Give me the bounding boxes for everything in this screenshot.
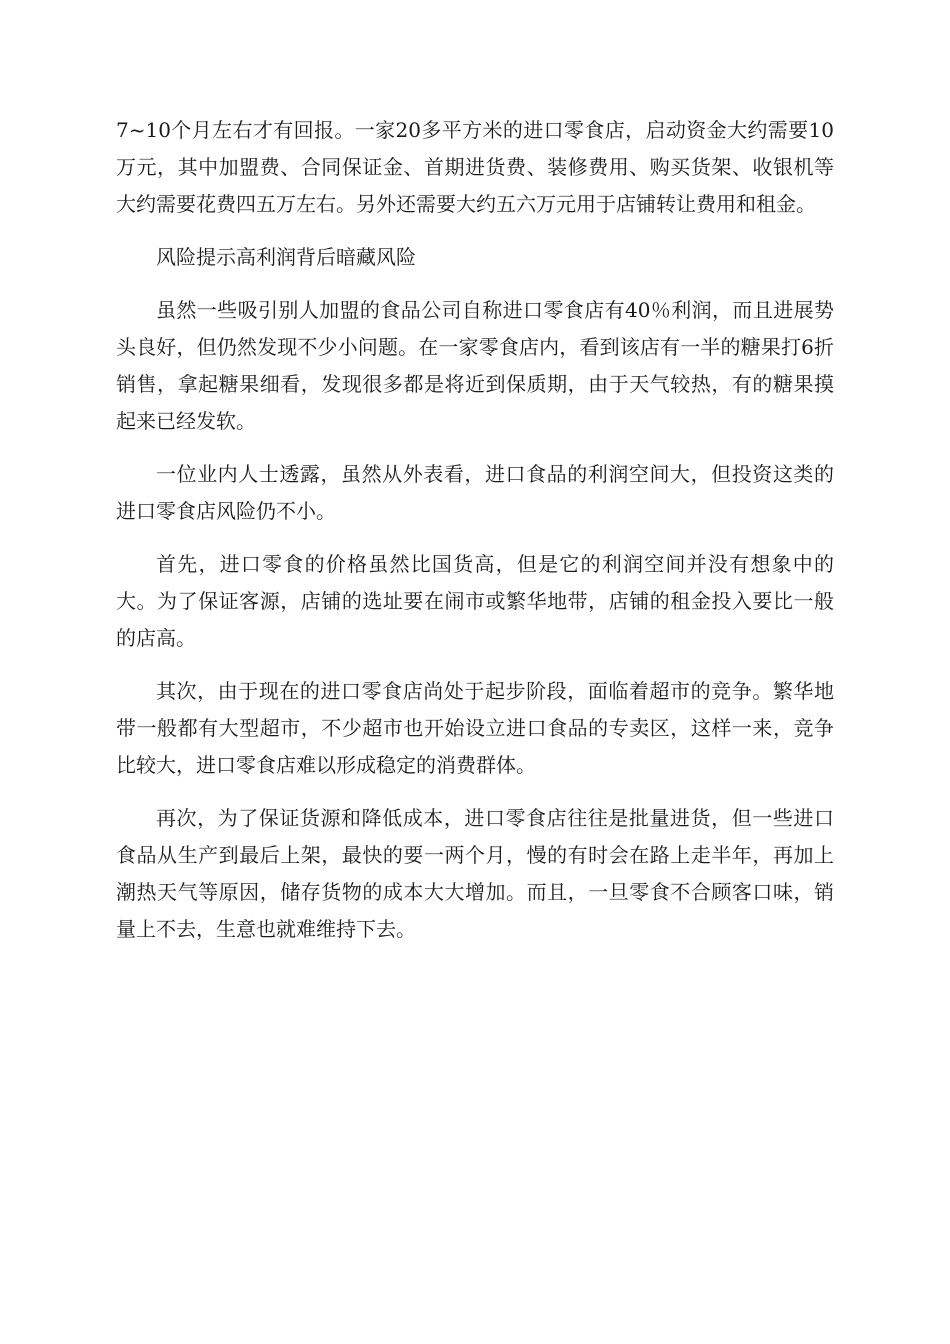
paragraph: 其次，由于现在的进口零食店尚处于起步阶段，面临着超市的竞争。繁华地带一般都有大型超市，不少超市也开始设立进口食品的专卖区，这样一来，竞争比较大，进口零食店难以形成稳定的消费群体。 (116, 679, 834, 777)
paragraph: 一位业内人士透露，虽然从外表看，进口食品的利润空间大，但投资这类的进口零食店风险仍不小。 (116, 462, 834, 523)
section-heading: 风险提示高利润背后暗藏风险 (156, 245, 416, 269)
paragraph: 虽然一些吸引别人加盟的食品公司自称进口零食店有40％利润，而且进展势头良好，但仍然发现不少小问题。在一家零食店内，看到该店有一半的糖果打6折销售，拿起糖果细看，发现很多都是将近到保质期，由于天气较热，有的糖果摸起来已经发软。 (116, 298, 834, 433)
document-page (116, 112, 834, 964)
paragraph: 首先，进口零食的价格虽然比国货高，但是它的利润空间并没有想象中的大。为了保证客源，店铺的选址要在闹市或繁华地带，店铺的租金投入要比一般的店高。 (116, 552, 834, 650)
paragraph: 再次，为了保证货源和降低成本，进口零食店往往是批量进货，但一些进口食品从生产到最后上架，最快的要一两个月，慢的有时会在路上走半年，再加上潮热天气等原因，储存货物的成本大大增加。而且，一旦零食不合顾客口味，销量上不去，生意也就难维持下去。 (116, 806, 834, 941)
paragraph-continuation: 7~10个月左右才有回报。一家20多平方米的进口零食店，启动资金大约需要10万元，其中加盟费、合同保证金、首期进货费、装修费用、购买货架、收银机等大约需要花费四五万左右。另外还需要大约五六万元用于店铺转让费用和租金。 (116, 118, 834, 216)
